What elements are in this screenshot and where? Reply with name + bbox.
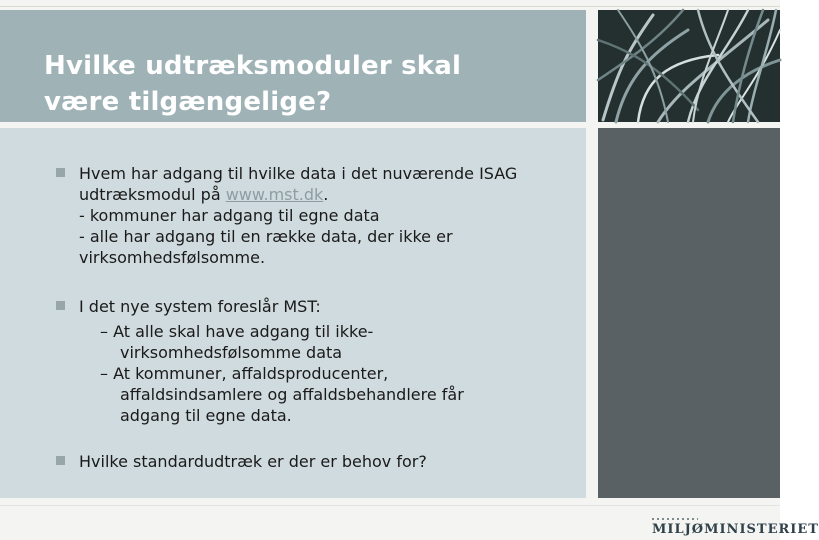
square-bullet-icon: [56, 456, 65, 465]
mst-link[interactable]: www.mst.dk: [225, 185, 324, 204]
bullet-1-line-3: - kommuner har adgang til egne data: [79, 206, 380, 225]
bullet-2-sub: [100, 321, 560, 426]
bullet-1-line-1: Hvem har adgang til hvilke data i det nuværende ISAG: [79, 164, 518, 183]
bullet-2-line-1: I det nye system foreslår MST:: [79, 297, 321, 316]
square-bullet-icon: [56, 168, 65, 177]
bullet-2: [79, 296, 579, 317]
bullet-1-line-4: - alle har adgang til en række data, der ikke er: [79, 227, 453, 246]
bullet-1: [79, 163, 579, 268]
bullet-2-sub-1-cont: virksomhedsfølsomme data: [120, 343, 343, 362]
bullet-1-period: .: [323, 185, 329, 204]
title-band: [0, 10, 586, 122]
side-panel: [598, 128, 780, 498]
slide-title: [44, 48, 564, 120]
title-line-2: være tilgængelige?: [44, 87, 332, 117]
bullet-2-sub-2: – At kommuner, affaldsproducenter,: [100, 364, 389, 383]
grass-illustration: [598, 10, 780, 122]
bullet-1-line-2: udtræksmodul på: [79, 185, 226, 204]
bullet-2-sub-2-cont-2: adgang til egne data.: [120, 406, 292, 425]
footer-rule: [0, 505, 780, 506]
square-bullet-icon: [56, 301, 65, 310]
bullet-1-line-5: virksomhedsfølsomme.: [79, 248, 266, 267]
top-rule: [0, 6, 780, 7]
bullet-2-sub-2-cont-1: affaldsindsamlere og affaldsbehandlere får: [120, 385, 464, 404]
ministry-logo: MILJØMINISTERIET: [652, 522, 819, 537]
logo-dots-icon: [652, 518, 698, 520]
bullet-3: [79, 451, 579, 472]
bullet-2-sub-1: – At alle skal have adgang til ikke-: [100, 322, 374, 341]
frosted-grass-photo: [598, 10, 780, 122]
bullet-3-line-1: Hvilke standardudtræk er der er behov for?: [79, 452, 427, 471]
title-line-1: Hvilke udtræksmoduler skal: [44, 51, 462, 81]
